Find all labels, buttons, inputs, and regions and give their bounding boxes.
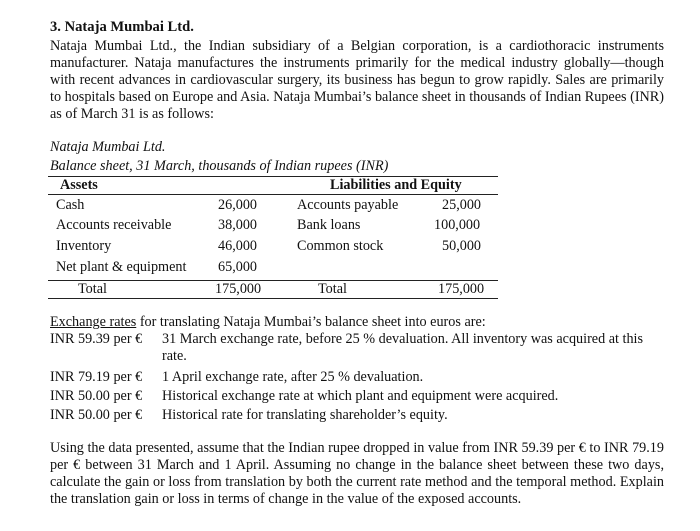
- asset-label: Accounts receivable: [56, 217, 172, 233]
- rate-description: Historical rate for translating shareholder’s equity.: [162, 407, 448, 423]
- intro-paragraph: Nataja Mumbai Ltd., the Indian subsidiary of a Belgian corporation, is a cardiothoracic instruments manufacturer. Nataja manufactures the instruments primarily for the medical industry globally—though with recent advances in cardiovascular surgery, its business has begun to grow rapidly. Sales are primarily to hospitals based on Europe and Asia. Nataja Mumbai’s balance sheet in thousands of Indian Rupees (INR) as of March 31 is as follows:: [50, 38, 664, 122]
- table-caption-title: Balance sheet, 31 March, thousands of Indian rupees (INR): [50, 158, 389, 174]
- rate-value: INR 79.19 per €: [50, 369, 143, 385]
- exchange-rates-intro-rest: for translating Nataja Mumbai’s balance sheet into euros are:: [136, 314, 486, 330]
- rate-value: INR 59.39 per €: [50, 331, 143, 347]
- rate-description: 31 March exchange rate, before 25 % devaluation. All inventory was acquired at this rate.: [162, 331, 644, 364]
- rate-description: 1 April exchange rate, after 25 % devaluation.: [162, 369, 424, 385]
- liability-label: Common stock: [297, 238, 384, 254]
- liabilities-header: Liabilities and Equity: [330, 177, 462, 193]
- table-total-rule: [48, 280, 498, 281]
- total-liabilities-label: Total: [318, 281, 347, 297]
- total-assets-value: 175,000: [215, 281, 262, 297]
- exchange-rates-intro: [50, 314, 486, 331]
- liability-label: Accounts payable: [297, 197, 399, 213]
- total-liabilities-value: 175,000: [438, 281, 485, 297]
- asset-value: 46,000: [218, 238, 258, 254]
- asset-label: Net plant & equipment: [56, 259, 187, 275]
- liability-value: 100,000: [434, 217, 481, 233]
- asset-value: 26,000: [218, 197, 258, 213]
- question-paragraph: Using the data presented, assume that the Indian rupee dropped in value from INR 59.39 per € to INR 79.19 per € between 31 March and 1 April. Assuming no change in the balance sheet between these two days, calculate the gain or loss from translation by both the current rate method and the temporal method. Explain the translation gain or loss in terms of change in the value of the exposed accounts.: [50, 440, 664, 507]
- rate-description: Historical exchange rate at which plant and equipment were acquired.: [162, 388, 559, 404]
- exchange-rates-underlined: Exchange rates: [50, 314, 137, 330]
- rate-value: INR 50.00 per €: [50, 407, 143, 423]
- asset-value: 65,000: [218, 259, 258, 275]
- asset-value: 38,000: [218, 217, 258, 233]
- asset-label: Cash: [56, 197, 85, 213]
- table-bottom-rule: [48, 298, 498, 299]
- problem-heading: 3. Nataja Mumbai Ltd.: [50, 19, 194, 35]
- liability-value: 50,000: [442, 238, 482, 254]
- assets-header: Assets: [60, 177, 98, 193]
- table-caption-company: Nataja Mumbai Ltd.: [50, 139, 166, 155]
- balance-sheet-table: [48, 176, 498, 300]
- total-assets-label: Total: [78, 281, 107, 297]
- liability-label: Bank loans: [297, 217, 361, 233]
- liability-value: 25,000: [442, 197, 482, 213]
- table-header-rule: [48, 194, 498, 195]
- asset-label: Inventory: [56, 238, 112, 254]
- rate-value: INR 50.00 per €: [50, 388, 143, 404]
